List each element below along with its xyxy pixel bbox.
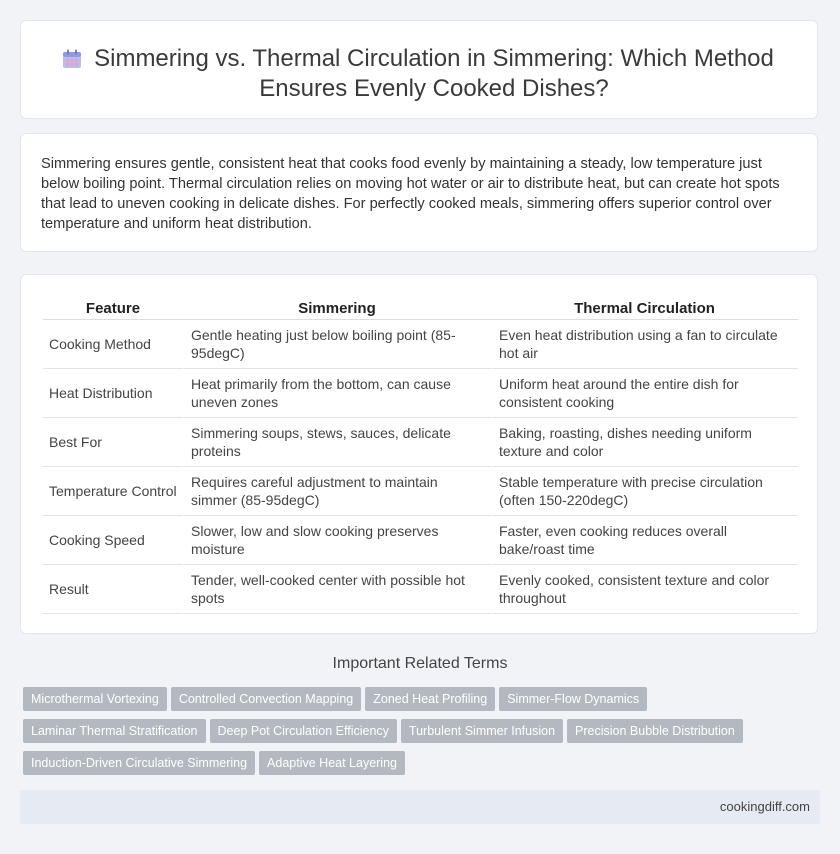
related-term-tag[interactable]: Simmer-Flow Dynamics	[499, 687, 647, 711]
related-terms-heading: Important Related Terms	[332, 655, 508, 672]
feature-cell: Best For	[43, 418, 183, 467]
related-term-tag[interactable]: Adaptive Heat Layering	[259, 751, 405, 775]
related-term-tag[interactable]: Turbulent Simmer Infusion	[401, 719, 563, 743]
page-title: Simmering vs. Thermal Circulation in Simmering: Which Method Ensures Evenly Cooked Dishes?	[94, 45, 774, 102]
table-row	[43, 320, 798, 369]
table-header-row	[43, 297, 798, 320]
related-term-tag[interactable]: Zoned Heat Profiling	[365, 687, 495, 711]
table-row	[43, 467, 798, 516]
feature-cell: Cooking Method	[43, 320, 183, 369]
feature-cell: Temperature Control	[43, 467, 183, 516]
header-feature: Feature	[43, 297, 183, 320]
related-term-tag[interactable]: Microthermal Vortexing	[23, 687, 167, 711]
related-term-tag[interactable]: Precision Bubble Distribution	[567, 719, 743, 743]
thermal-cell: Baking, roasting, dishes needing uniform texture and color	[491, 418, 798, 467]
related-term-tag[interactable]: Laminar Thermal Stratification	[23, 719, 206, 743]
thermal-cell: Stable temperature with precise circulation (often 150-220degC)	[491, 467, 798, 516]
intro-text: Simmering ensures gentle, consistent heat that cooks food evenly by maintaining a steady, low temperature just below boiling point. Thermal circulation relies on moving hot water or air to distribute heat, but can create hot spots that lead to uneven cooking in delicate dishes. For perfectly cooked meals, simmering offers superior control over temperature and uniform heat distribution.	[41, 156, 780, 232]
simmering-cell: Gentle heating just below boiling point (85-95degC)	[183, 320, 491, 369]
comparison-table	[43, 297, 798, 614]
simmering-cell: Tender, well-cooked center with possible hot spots	[183, 565, 491, 614]
thermal-cell: Uniform heat around the entire dish for consistent cooking	[491, 369, 798, 418]
related-term-tag[interactable]: Deep Pot Circulation Efficiency	[210, 719, 397, 743]
simmering-cell: Simmering soups, stews, sauces, delicate proteins	[183, 418, 491, 467]
table-row	[43, 369, 798, 418]
thermal-cell: Faster, even cooking reduces overall bake/roast time	[491, 516, 798, 565]
footer-site-link[interactable]: cookingdiff.com	[719, 799, 810, 814]
footer	[20, 790, 820, 824]
simmering-cell: Heat primarily from the bottom, can cause uneven zones	[183, 369, 491, 418]
feature-cell: Result	[43, 565, 183, 614]
thermal-cell: Even heat distribution using a fan to circulate hot air	[491, 320, 798, 369]
header-simmering: Simmering	[183, 297, 491, 320]
related-term-tag[interactable]: Controlled Convection Mapping	[171, 687, 361, 711]
comparison-card	[20, 274, 818, 634]
thermal-cell: Evenly cooked, consistent texture and color throughout	[491, 565, 798, 614]
simmering-cell: Requires careful adjustment to maintain simmer (85-95degC)	[183, 467, 491, 516]
title-card	[20, 20, 818, 119]
related-term-tag[interactable]: Induction-Driven Circulative Simmering	[23, 751, 255, 775]
feature-cell: Cooking Speed	[43, 516, 183, 565]
table-row	[43, 516, 798, 565]
table-row	[43, 565, 798, 614]
header-thermal-circulation: Thermal Circulation	[491, 297, 798, 320]
feature-cell: Heat Distribution	[43, 369, 183, 418]
intro-card	[20, 133, 818, 252]
simmering-cell: Slower, low and slow cooking preserves moisture	[183, 516, 491, 565]
table-row	[43, 418, 798, 467]
related-terms-list	[23, 687, 823, 783]
